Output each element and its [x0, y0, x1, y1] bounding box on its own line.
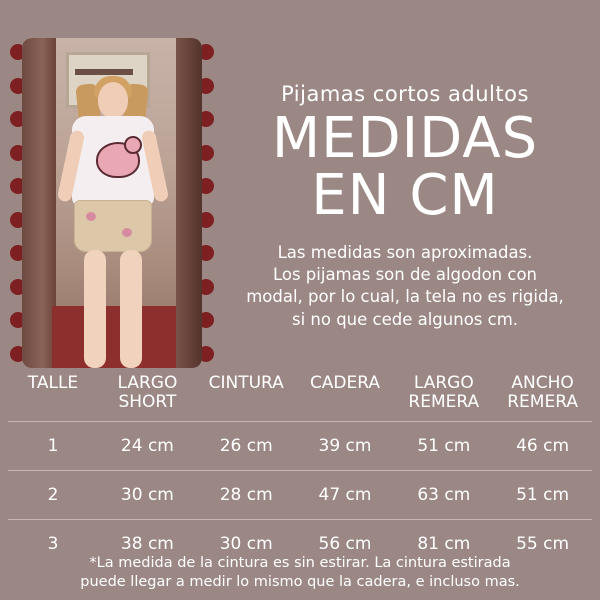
product-photo-container [22, 38, 202, 368]
column-header-largo-short-line2: SHORT [118, 391, 177, 412]
column-header-ancho-remera-line1: ANCHO [511, 373, 574, 393]
note-line-1: Las medidas son aproximadas. [277, 242, 533, 262]
size-table [8, 368, 592, 568]
cell-cintura: 28 cm [197, 471, 296, 520]
photo-floor [52, 306, 176, 368]
model-head [98, 82, 128, 118]
column-header-talle [8, 368, 98, 422]
cell-cintura: 26 cm [197, 422, 296, 471]
column-header-ancho-remera-line2: REMERA [507, 391, 578, 412]
page-title-line2: EN CM [311, 162, 499, 228]
model-leg-left [84, 250, 106, 368]
cell-largo-short: 24 cm [98, 422, 197, 471]
column-header-ancho-remera [493, 368, 592, 422]
note-line-2: Los pijamas son de algodon con [272, 265, 538, 285]
note-line-3: modal, por lo cual, la tela no es rigida, [246, 287, 564, 307]
column-header-talle-line1: TALLE [27, 373, 79, 393]
table-header-row [8, 368, 592, 422]
column-header-largo-short-line1: LARGO [117, 373, 178, 393]
title-block [202, 38, 578, 331]
column-header-cintura [197, 368, 296, 422]
cell-largo-remera: 63 cm [394, 471, 493, 520]
column-header-largo-short [98, 368, 197, 422]
measurement-note [232, 242, 578, 331]
cell-talle: 2 [8, 471, 98, 520]
cell-largo-short: 30 cm [98, 471, 197, 520]
product-subtitle: Pijamas cortos adultos [281, 82, 529, 106]
cell-talle: 3 [8, 520, 98, 569]
column-header-largo-remera-line1: LARGO [413, 373, 474, 393]
column-header-cintura-line1: CINTURA [208, 373, 284, 393]
cell-largo-remera: 51 cm [394, 422, 493, 471]
pig-print-icon [96, 142, 140, 178]
model-shorts [74, 200, 152, 252]
column-header-cadera [296, 368, 395, 422]
cell-largo-short: 38 cm [98, 520, 197, 569]
photo-door-right [176, 38, 202, 368]
column-header-cadera-line1: CADERA [309, 373, 381, 393]
cell-cadera: 56 cm [296, 520, 395, 569]
model-leg-right [120, 250, 142, 368]
table-row [8, 422, 592, 471]
cell-ancho-remera: 46 cm [493, 422, 592, 471]
column-header-largo-remera [394, 368, 493, 422]
table-row [8, 471, 592, 520]
cell-largo-remera: 81 cm [394, 520, 493, 569]
footnote-line-2: puede llegar a medir lo mismo que la cadera, e incluso mas. [80, 574, 520, 591]
footnote-line-1: *La medida de la cintura es sin estirar. La cintura estirada [89, 555, 511, 572]
product-photo [22, 38, 202, 368]
cell-cintura: 30 cm [197, 520, 296, 569]
cell-ancho-remera: 55 cm [493, 520, 592, 569]
cell-talle: 1 [8, 422, 98, 471]
column-header-largo-remera-line2: REMERA [408, 391, 480, 412]
size-table-container [0, 368, 600, 568]
page-title [232, 106, 578, 228]
note-line-4: si no que cede algunos cm. [291, 309, 519, 329]
cell-cadera: 39 cm [296, 422, 395, 471]
cell-ancho-remera: 51 cm [493, 471, 592, 520]
cell-cadera: 47 cm [296, 471, 395, 520]
photo-door-left [22, 38, 56, 368]
footnote [0, 554, 600, 592]
page-title-line1: MEDIDAS [271, 106, 539, 171]
